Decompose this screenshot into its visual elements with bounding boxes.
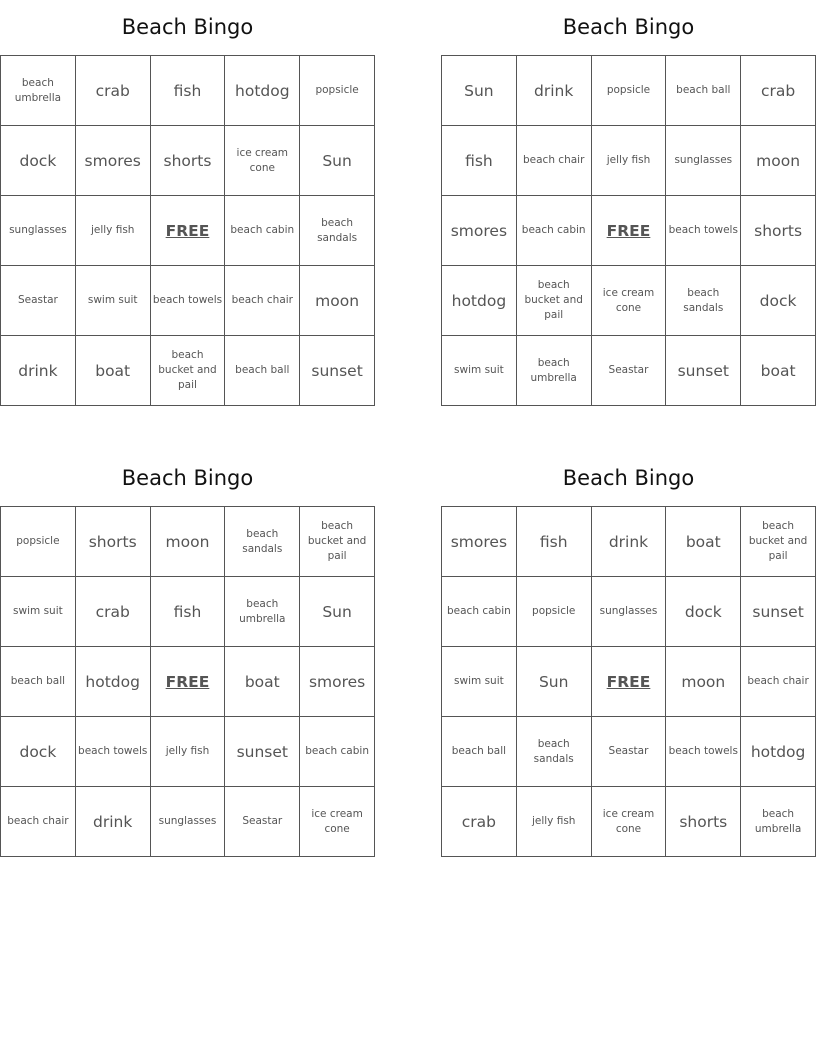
- bingo-cell: swim suit: [1, 577, 76, 647]
- free-space: FREE: [592, 647, 667, 717]
- bingo-cell: sunglasses: [1, 196, 76, 266]
- bingo-cell: shorts: [741, 196, 816, 266]
- bingo-cell: hotdog: [76, 647, 151, 717]
- bingo-cell: swim suit: [442, 647, 517, 717]
- bingo-cell: beach sandals: [517, 717, 592, 787]
- bingo-cell: sunglasses: [592, 577, 667, 647]
- bingo-cell: smores: [76, 126, 151, 196]
- bingo-cell: beach towels: [76, 717, 151, 787]
- bingo-cell: Seastar: [592, 717, 667, 787]
- bingo-cell: sunglasses: [666, 126, 741, 196]
- bingo-cell: fish: [442, 126, 517, 196]
- bingo-cell: swim suit: [76, 266, 151, 336]
- bingo-cell: beach bucket and pail: [741, 507, 816, 577]
- bingo-cell: jelly fish: [151, 717, 226, 787]
- free-space: FREE: [151, 196, 226, 266]
- bingo-cell: ice cream cone: [592, 266, 667, 336]
- bingo-cell: sunset: [741, 577, 816, 647]
- bingo-cell: hotdog: [225, 56, 300, 126]
- bingo-cell: beach towels: [666, 717, 741, 787]
- bingo-cell: drink: [592, 507, 667, 577]
- bingo-cell: ice cream cone: [592, 787, 667, 857]
- bingo-cell: popsicle: [592, 56, 667, 126]
- bingo-cell: beach sandals: [300, 196, 375, 266]
- bingo-cell: beach umbrella: [1, 56, 76, 126]
- bingo-cell: dock: [741, 266, 816, 336]
- bingo-cell: beach cabin: [300, 717, 375, 787]
- bingo-cell: Seastar: [225, 787, 300, 857]
- bingo-cell: smores: [442, 507, 517, 577]
- bingo-cell: boat: [225, 647, 300, 717]
- bingo-cell: beach bucket and pail: [300, 507, 375, 577]
- bingo-cell: drink: [76, 787, 151, 857]
- bingo-cell: beach ball: [442, 717, 517, 787]
- bingo-card-2: [441, 0, 816, 406]
- bingo-cell: beach umbrella: [741, 787, 816, 857]
- bingo-cell: beach chair: [741, 647, 816, 717]
- bingo-cell: moon: [666, 647, 741, 717]
- bingo-cell: beach cabin: [442, 577, 517, 647]
- bingo-cell: Sun: [442, 56, 517, 126]
- bingo-cell: beach towels: [151, 266, 226, 336]
- bingo-grid: [441, 506, 816, 857]
- bingo-cell: beach umbrella: [225, 577, 300, 647]
- bingo-card-4: [441, 451, 816, 857]
- bingo-cell: beach ball: [666, 56, 741, 126]
- card-title: Beach Bingo: [121, 15, 254, 39]
- bingo-cell: beach umbrella: [517, 336, 592, 406]
- bingo-cell: beach chair: [517, 126, 592, 196]
- bingo-cell: hotdog: [442, 266, 517, 336]
- card-title: Beach Bingo: [121, 466, 254, 490]
- bingo-cell: sunset: [300, 336, 375, 406]
- bingo-cell: Sun: [517, 647, 592, 717]
- bingo-grid: [0, 55, 375, 406]
- bingo-cell: Seastar: [592, 336, 667, 406]
- free-space: FREE: [151, 647, 226, 717]
- bingo-cell: ice cream cone: [300, 787, 375, 857]
- bingo-cell: beach sandals: [666, 266, 741, 336]
- bingo-cell: Sun: [300, 126, 375, 196]
- bingo-cell: fish: [517, 507, 592, 577]
- bingo-cell: beach towels: [666, 196, 741, 266]
- bingo-cell: sunset: [666, 336, 741, 406]
- bingo-cell: sunset: [225, 717, 300, 787]
- bingo-cell: beach chair: [1, 787, 76, 857]
- bingo-cell: smores: [442, 196, 517, 266]
- bingo-card-3: [0, 451, 375, 857]
- bingo-cell: dock: [1, 717, 76, 787]
- bingo-cell: crab: [741, 56, 816, 126]
- bingo-cell: jelly fish: [76, 196, 151, 266]
- bingo-cell: dock: [666, 577, 741, 647]
- bingo-cell: moon: [300, 266, 375, 336]
- bingo-cell: beach cabin: [517, 196, 592, 266]
- bingo-cell: popsicle: [517, 577, 592, 647]
- bingo-grid: [441, 55, 816, 406]
- bingo-cell: beach ball: [225, 336, 300, 406]
- card-title: Beach Bingo: [562, 15, 695, 39]
- bingo-cell: jelly fish: [517, 787, 592, 857]
- bingo-cell: hotdog: [741, 717, 816, 787]
- bingo-cell: dock: [1, 126, 76, 196]
- bingo-cell: popsicle: [1, 507, 76, 577]
- bingo-cell: crab: [76, 577, 151, 647]
- bingo-cell: shorts: [151, 126, 226, 196]
- bingo-cell: smores: [300, 647, 375, 717]
- bingo-cell: fish: [151, 577, 226, 647]
- bingo-cell: crab: [76, 56, 151, 126]
- bingo-cell: Sun: [300, 577, 375, 647]
- bingo-cell: drink: [1, 336, 76, 406]
- bingo-cell: crab: [442, 787, 517, 857]
- bingo-grid: [0, 506, 375, 857]
- bingo-cell: shorts: [666, 787, 741, 857]
- bingo-cell: Seastar: [1, 266, 76, 336]
- card-title: Beach Bingo: [562, 466, 695, 490]
- free-space: FREE: [592, 196, 667, 266]
- bingo-cell: beach cabin: [225, 196, 300, 266]
- bingo-cell: sunglasses: [151, 787, 226, 857]
- bingo-cell: jelly fish: [592, 126, 667, 196]
- bingo-cell: fish: [151, 56, 226, 126]
- bingo-cell: popsicle: [300, 56, 375, 126]
- bingo-cell: swim suit: [442, 336, 517, 406]
- bingo-cell: moon: [741, 126, 816, 196]
- bingo-cell: boat: [741, 336, 816, 406]
- bingo-cell: ice cream cone: [225, 126, 300, 196]
- bingo-cell: beach ball: [1, 647, 76, 717]
- bingo-cell: boat: [666, 507, 741, 577]
- bingo-card-1: [0, 0, 375, 406]
- bingo-cell: beach sandals: [225, 507, 300, 577]
- bingo-cell: beach chair: [225, 266, 300, 336]
- bingo-cell: shorts: [76, 507, 151, 577]
- bingo-cell: beach bucket and pail: [517, 266, 592, 336]
- bingo-cell: beach bucket and pail: [151, 336, 226, 406]
- bingo-cell: moon: [151, 507, 226, 577]
- bingo-cell: boat: [76, 336, 151, 406]
- bingo-cell: drink: [517, 56, 592, 126]
